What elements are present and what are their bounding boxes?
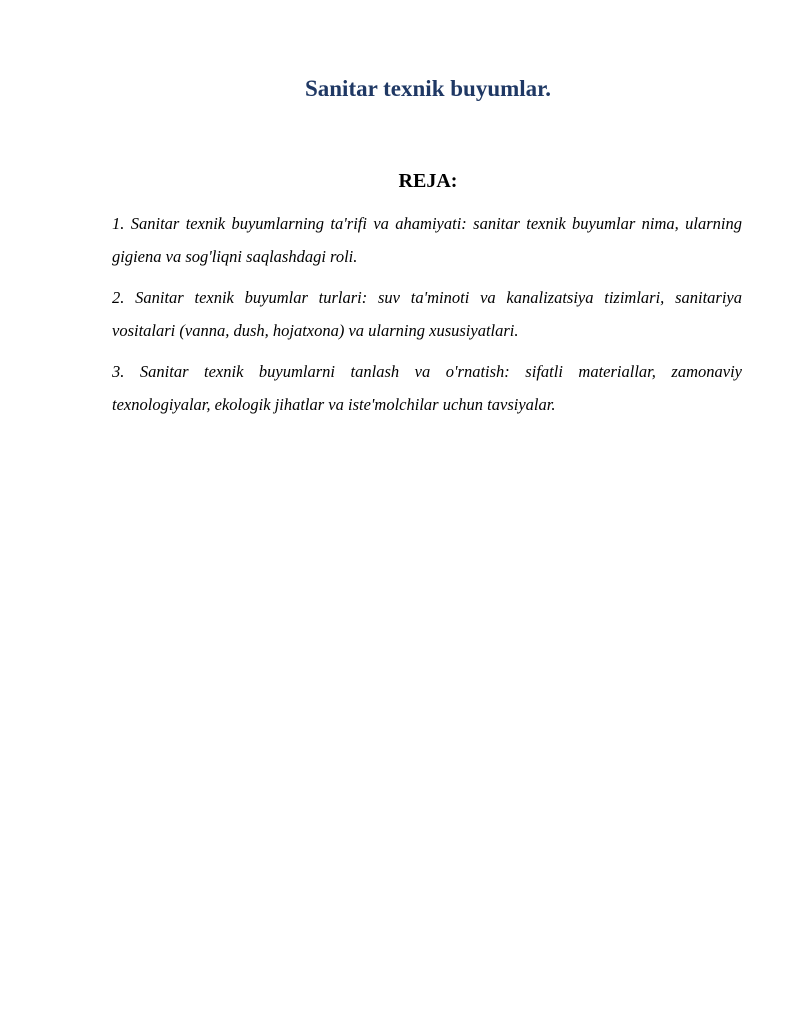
plan-item-3: 3. Sanitar texnik buyumlarni tanlash va o'rnatish: sifatli materiallar, zamonaviy texnologiyalar, ekologik jihatlar va iste'molchilar uchun tavsiyalar. <box>112 362 742 414</box>
plan-heading: REJA: <box>398 170 458 192</box>
document-title: Sanitar texnik buyumlar. <box>304 76 552 101</box>
plan-item-1: 1. Sanitar texnik buyumlarning ta'rifi va ahamiyati: sanitar texnik buyumlar nima, ularning gigiena va sog'liqni saqlashdagi roli. <box>112 214 742 266</box>
plan-item-2: 2. Sanitar texnik buyumlar turlari: suv ta'minoti va kanalizatsiya tizimlari, sanitariya vositalari (vanna, dush, hojatxona) va ularning xususiyatlari. <box>112 288 742 340</box>
plan-list <box>112 208 742 430</box>
